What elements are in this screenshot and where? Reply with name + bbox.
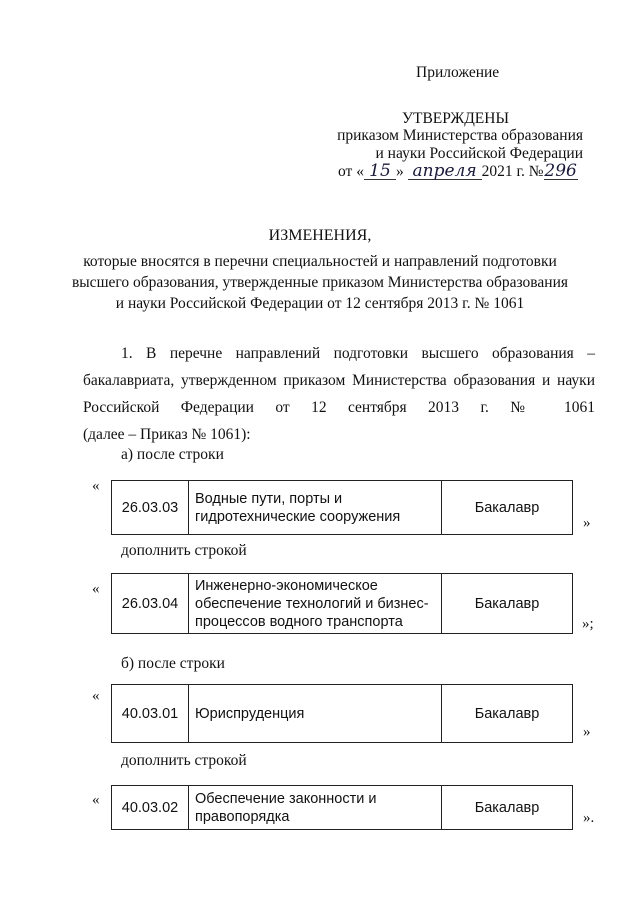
date-mid: » [395,163,404,180]
close-quote-2: »; [582,616,594,632]
date-number: 296 [544,161,577,181]
section-b-label: б) после строки [121,655,225,672]
open-quote-4: « [92,792,100,808]
order-line-1: приказом Министерства образования [337,127,583,144]
row-4-level: Бакалавр [442,786,573,830]
paragraph-1-line-2: бакалавриата, утвержденном приказом Министерства образования и науки [83,372,595,389]
paragraph-1-line-3: Российской Федерации от 12 сентября 2013 г. № 1061 [83,399,595,416]
order-date-line [338,163,578,181]
section-a-label: а) после строки [121,446,224,463]
table-row-3 [111,684,573,743]
approved-label: УТВЕРЖДЕНЫ [402,110,509,127]
row-1-level: Бакалавр [442,481,573,535]
row-3-name: Юриспруденция [189,685,442,743]
open-quote-3: « [92,688,100,704]
row-3-level: Бакалавр [442,685,573,743]
close-quote-1: » [583,515,591,531]
open-quote-2: « [92,581,100,597]
paragraph-1-line-4: (далее – Приказ № 1061): [83,426,251,443]
document-title: ИЗМЕНЕНИЯ, [268,227,372,244]
row-3-code: 40.03.01 [112,685,189,743]
row-4-code: 40.03.02 [112,786,189,830]
table-row-1 [111,480,573,535]
date-year: 2021 г. № [481,163,544,180]
add-row-label-1: дополнить строкой [121,542,247,559]
appendix-label: Приложение [416,64,500,81]
title-line-3: и науки Российской Федерации от 12 сентября 2013 г. № 1061 [115,295,525,312]
row-4-name: Обеспечение законности и правопорядка [189,786,442,830]
table-row-4 [111,785,573,830]
table-row-2 [111,573,573,634]
add-row-label-2: дополнить строкой [121,752,247,769]
close-quote-4: ». [583,810,595,826]
row-2-name: Инженерно-экономическое обеспечение технологий и бизнес-процессов водного транспорта [189,574,442,634]
date-prefix: от « [338,163,364,180]
open-quote-1: « [92,478,100,494]
row-2-code: 26.03.04 [112,574,189,634]
date-day: 15 [364,164,396,180]
row-2-level: Бакалавр [442,574,573,634]
date-month: апреля [408,164,482,180]
close-quote-3: » [583,724,591,740]
order-line-2: и науки Российской Федерации [375,145,583,162]
paragraph-1-line-1: 1. В перечне направлений подготовки высшего образования – [121,345,595,362]
title-line-2: высшего образования, утвержденные приказом Министерства образования [71,274,569,291]
paragraph-1 [83,340,595,448]
title-line-1: которые вносятся в перечни специальностей и направлений подготовки [83,253,557,270]
row-1-code: 26.03.03 [112,481,189,535]
row-1-name: Водные пути, порты и гидротехнические сооружения [189,481,442,535]
